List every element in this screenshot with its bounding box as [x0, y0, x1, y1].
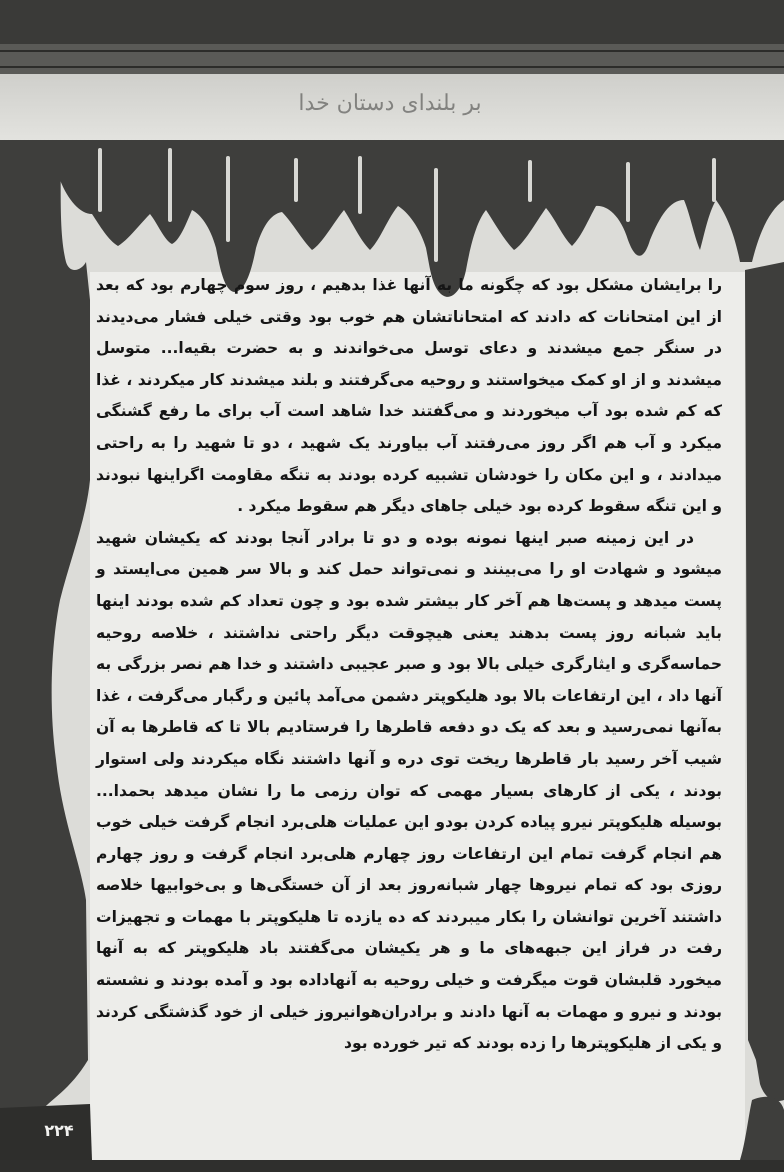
- bottom-dark-band: [0, 1160, 784, 1172]
- header-calligraphy: بر بلندای دستان خدا: [298, 91, 482, 116]
- right-bottom-drip: [740, 1097, 784, 1160]
- article-paragraph-1: را برایشان مشکل بود که چگونه ما به آنها غذا بدهیم ، روز سوم چهارم بود که بعد از این امتحانات که دادند که امتحاناتشان هم خوب بود وقتی خیلی فشار می‌دیدند در سنگر جمع میشدند و دعای توسل می‌خواندند و به حضرت بقیه‌ا... متوسل میشدند و از او کمک میخواستند و روحیه می‌گرفتند و بلند میشدند کار میکردند ، غذا که کم شده بود آب میخوردند و می‌گفتند خدا شاهد است آب برای ما رفع گشنگی میکرد و آب هم اگر روز می‌رفتند آب بیاورند یک شهید ، دو تا شهید را به راحتی میدادند ، و این مکان را خودشان تشبیه کرده بودند به تنگه مقاومت اگراینها نبودند و این تنگه سقوط کرده بود خیلی جاهای دیگر هم سقوط میکرد .: [96, 276, 722, 516]
- right-paint-edge: [745, 262, 784, 1101]
- article-paragraph-2: در این زمینه صبر اینها نمونه بوده و دو تا برادر آنجا بودند که یکیشان شهید میشود و شهادت او را می‌بینند و نمی‌تواند حمل کند و بالا سر همین می‌ایستد و پست میدهد و پست‌ها هم آخر کار بیشتر شده بود و چون تعداد کم شده بودند اینها باید شبانه روز پست بدهند یعنی هیچوقت دیگر راحتی نداشتند ، خلاصه روحیه حماسه‌گری و ایثارگری خیلی بالا بود و صبر عجیبی داشتند و خدا هم نصر بزرگی به آنها داد ، این ارتفاعات بالا بود هلیکوپتر دشمن می‌آمد پائین و رگبار می‌گرفت ، غذا به‌آنها نمی‌رسید و بعد که یک دو دفعه قاطرها را فرستادیم بالا تا که قاطرها به آن شیب آخر رسید بار قاطرها ریخت توی دره و آنها داشتند نگاه میکردند ولی استوار بودند ، یکی از کارهای بسیار مهمی که توان رزمی ما را نشان میدهد بحمدا... بوسیله هلیکوپتر نیرو پیاده کردن بودو این عملیات هلی‌برد انجام گرفت خیلی خوب هم انجام گرفت تمام این ارتفاعات روز چهارم هلی‌برد انجام گرفت و روز چهارم روزی بود که تمام نیروها چهار شبانه‌روز بعد از آن خستگی‌ها و بی‌خوابیها خلاصه داشتند آخرین توانشان را بکار میبردند که ده یازده تا هلیکوپتر با مهمات و تجهیزات رفت در فراز این جبهه‌های ما و هر یکیشان می‌گفتند باد هلیکوپتر که به آنها میخورد قلبشان قوت میگرفت و خیلی روحیه به آنهاداده بود و آمده بودند و نشسته بودند و نیرو و مهمات به آنها دادند و برادران‌هوانیروز خیلی از خود گذشتگی کردند و یکی از هلیکوپترها را زده بودند که تیر خورده بود: [96, 528, 722, 1053]
- page-number: ۲۲۴: [44, 1121, 74, 1140]
- left-paint-column: [0, 140, 90, 1112]
- article-body: [96, 270, 722, 1160]
